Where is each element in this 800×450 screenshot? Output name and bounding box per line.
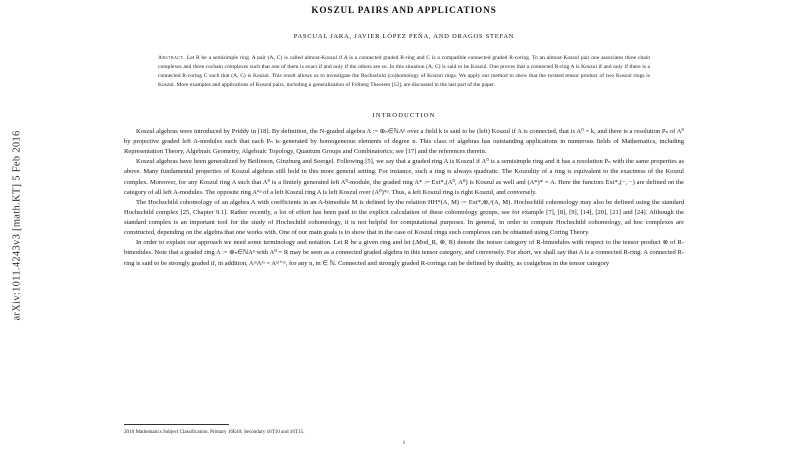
abstract-text: Let R be a semisimple ring. A pair (A, C) is called almost-Koszul if A is a connected graded R-ring and C is a compatible connected graded R-coring. To an almost-Koszul pair one associates three chain complexes and three cochain complexes such that one of them is exact if and only if the others are so. In this situation (A, C) is said to be Koszul. One proves that a connected R-ring A is Koszul if and only if there is a connected R-coring C such that (A, C) is Koszul. This result allows us to investigate the Rochschild (co)homology of Koszul rings. We apply our method to show that the twisted tensor product of two Koszul rings is Koszul. More examples and applications of Koszul pairs, including a generalization of Fröberg Theorem [12], are discussed in the last part of the paper. [158, 55, 650, 88]
paragraph: Koszul algebras have been generalized by Beilinson, Ginzburg and Soergel. Following [5], we say that a graded ring A is Koszul if A⁰ is a semisimple ring and it has a resolution Pₙ with the same properties as above. Many fundamental properties of Koszul algebras still hold in this more general setting. For instance, such a ring is always quadratic. The Koszulity of a ring is equivalent to the exactness of the Koszul complex. Moreover, for any Koszul ring A such that A⁰ is a finitely generated left A⁰-module, the graded ring A* := Ext*ₐ(A⁰, A⁰) is Koszul as well and (A*)* = A. Here the functors Ext*ₐ(−, −) are defined on the category of all left A-modules. The opposite ring A°ᵖ of a left Koszul ring A is left Koszul over (A⁰)°ᵖ. Thus, a left Koszul ring is right Koszul, and conversely. [124, 158, 684, 196]
abstract-block [158, 54, 650, 90]
paragraph: The Hochschild cohomology of an algebra A with coefficients in an A-bimodule M is defined by the relation HH*(A, M) := Ext*ₐ⊗ₐᵒ(A, M). Hochschild cohomology may also be defined using the standard Hochschild complex [25, Chapter 9.1]. Rather recently, a lot of effort has been paid to the explicit calculation of these cohomology groups, see for example [7], [8], [9], [14], [20], [21] and [24]. Although the standard complex is an important tool for the study of Hochschild cohomology, it is not helpful for computational purposes. In general, in order to compute Hochschild cohomology, ad hoc complexes are constructed, depending on the algebra that one works with. One of our main goals is to show that in the case of Koszul rings such complexes can be obtained using Coring Theory. [124, 198, 684, 237]
author-list: PASCUAL JARA, JAVIER LÓPEZ PEÑA, AND DRAGOS STEFAN [293, 33, 515, 40]
footnote-rule [124, 424, 229, 425]
section-heading-introduction: INTRODUCTION [372, 111, 436, 119]
paragraph: In order to explain our approach we need some terminology and notation. Let R be a given ring and let (ᵣMod_R, ⊗, R) denote the tensor category of R-bimodules with respect to the tensor product ⊗ of R-bimodules. Note that a graded ring A := ⊕ₙ∈ℕAⁿ with A⁰ = R may be seen as a connected graded algebra in this tensor category, and conversely. For short, we shall say that A is a connected R-ring. A connected R-ring is said to be strongly graded if, in addition, AᵐAᵐ = Aᵐ⁺ᵐ, for any n, m ∈ ℕ. Connected and strongly graded R-corings can be defined by duality, as coalgebras in the tensor category [124, 239, 684, 267]
arxiv-stamp-text: arXiv:1011.4243v3 [math.KT] 5 Feb 2016 [11, 129, 23, 321]
footnote-msc: 2010 Mathematics Subject Classification. Primary 16E40; Secondary 16T10 and 16T15. [124, 429, 305, 436]
page-footer [124, 414, 684, 446]
paragraph: Koszul algebras were introduced by Priddy in [18]. By definition, the N-graded algebra A := ⊕ₙ∈ℕAⁿ over a field k is said to be (left) Koszul if A is connected, that is A⁰ = k, and there is a resolution Pₙ of A⁰ by projective graded left A-modules such that each Pₙ is generated by homogeneous elements of degree n. This class of algebras has outstanding applications in numerous fields of Mathematics, including Representation Theory, Algebraic Geometry, Algebraic Topology, Quantum Groups and Combinatorics; see [17] and the references therein. [124, 127, 684, 156]
arxiv-stamp [2, 0, 32, 450]
abstract-label: Abstract. [158, 55, 185, 61]
page-number: 1 [402, 440, 406, 446]
page-title: KOSZUL PAIRS AND APPLICATIONS [311, 5, 497, 15]
introduction-body [124, 127, 684, 269]
paper-content [124, 0, 684, 450]
